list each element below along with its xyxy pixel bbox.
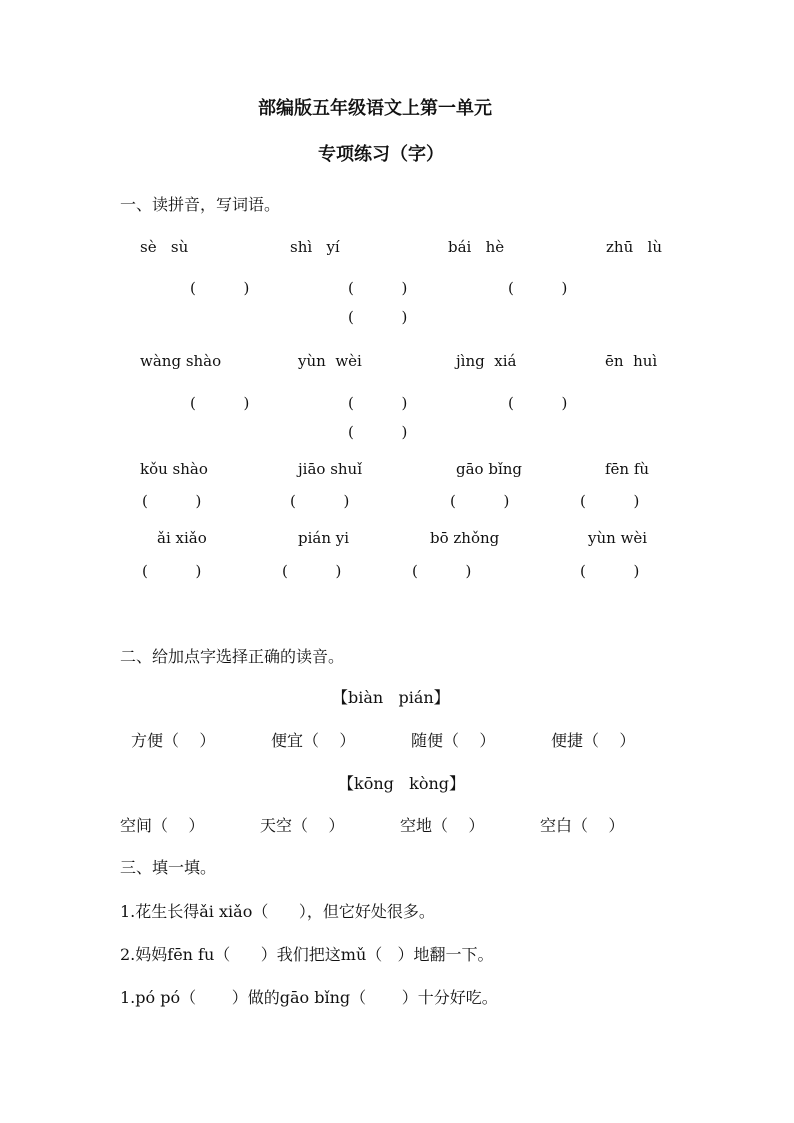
pinyin-r2-c1: wàng shào <box>140 352 222 370</box>
section1-heading: 一、读拼音，写词语。 <box>120 195 281 214</box>
answer-blank[interactable]: ( ) <box>508 394 568 412</box>
answer-blank[interactable]: ( ) <box>412 562 472 580</box>
pinyin-r3-c2: jiāo shuǐ <box>298 460 363 478</box>
fill-line[interactable]: 2.妈妈fēn fu（ ）我们把这mǔ（ ）地翻一下。 <box>120 945 494 964</box>
pinyin-r2-c3: jìng xiá <box>456 352 517 370</box>
answer-blank[interactable]: ( ) <box>348 423 408 441</box>
answer-blank[interactable]: ( ) <box>290 492 350 510</box>
choice-item[interactable]: 空间（ ） <box>120 816 205 835</box>
answer-blank[interactable]: ( ) <box>142 492 202 510</box>
choice-item[interactable]: 天空（ ） <box>260 816 345 835</box>
answer-blank[interactable]: ( ) <box>190 279 250 297</box>
pinyin-r1-c3: bái hè <box>448 238 505 256</box>
pinyin-r4-c3: bō zhǒng <box>430 529 500 547</box>
doc-subtitle: 专项练习（字） <box>318 144 444 165</box>
pinyin-r4-c2: pián yi <box>298 529 350 547</box>
pinyin-r2-c2: yùn wèi <box>298 352 362 370</box>
reading-options-bian-pian: 【biàn pián】 <box>332 688 450 707</box>
answer-blank[interactable]: ( ) <box>190 394 250 412</box>
answer-blank[interactable]: ( ) <box>282 562 342 580</box>
pinyin-r1-c1: sè sù <box>140 238 189 256</box>
section2-heading: 二、给加点字选择正确的读音。 <box>120 647 345 666</box>
pinyin-r3-c4: fēn fù <box>605 460 650 478</box>
fill-line[interactable]: 1.pó pó（ ）做的gāo bǐng（ ）十分好吃。 <box>120 988 498 1007</box>
choice-item[interactable]: 随便（ ） <box>411 731 496 750</box>
answer-blank[interactable]: ( ) <box>348 394 408 412</box>
pinyin-r1-c4: zhū lù <box>606 238 662 256</box>
reading-options-kong-kong: 【kōng kòng】 <box>338 774 466 793</box>
choice-item[interactable]: 空地（ ） <box>400 816 485 835</box>
pinyin-r3-c1: kǒu shào <box>140 460 208 478</box>
answer-blank[interactable]: ( ) <box>142 562 202 580</box>
choice-item[interactable]: 空白（ ） <box>540 816 625 835</box>
answer-blank[interactable]: ( ) <box>450 492 510 510</box>
doc-title: 部编版五年级语文上第一单元 <box>258 98 492 119</box>
pinyin-r4-c1: ǎi xiǎo <box>157 529 207 547</box>
pinyin-r4-c4: yùn wèi <box>588 529 648 547</box>
answer-blank[interactable]: ( ) <box>508 279 568 297</box>
answer-blank[interactable]: ( ) <box>580 562 640 580</box>
section3-heading: 三、填一填。 <box>120 858 217 877</box>
choice-item[interactable]: 便捷（ ） <box>551 731 636 750</box>
choice-item[interactable]: 便宜（ ） <box>271 731 356 750</box>
choice-item[interactable]: 方便（ ） <box>131 731 216 750</box>
answer-blank[interactable]: ( ) <box>580 492 640 510</box>
answer-blank[interactable]: ( ) <box>348 308 408 326</box>
pinyin-r3-c3: gāo bǐng <box>456 460 523 478</box>
pinyin-r1-c2: shì yí <box>290 238 340 256</box>
fill-line[interactable]: 1.花生长得ǎi xiǎo（ ），但它好处很多。 <box>120 902 435 921</box>
answer-blank[interactable]: ( ) <box>348 279 408 297</box>
pinyin-r2-c4: ēn huì <box>605 352 658 370</box>
